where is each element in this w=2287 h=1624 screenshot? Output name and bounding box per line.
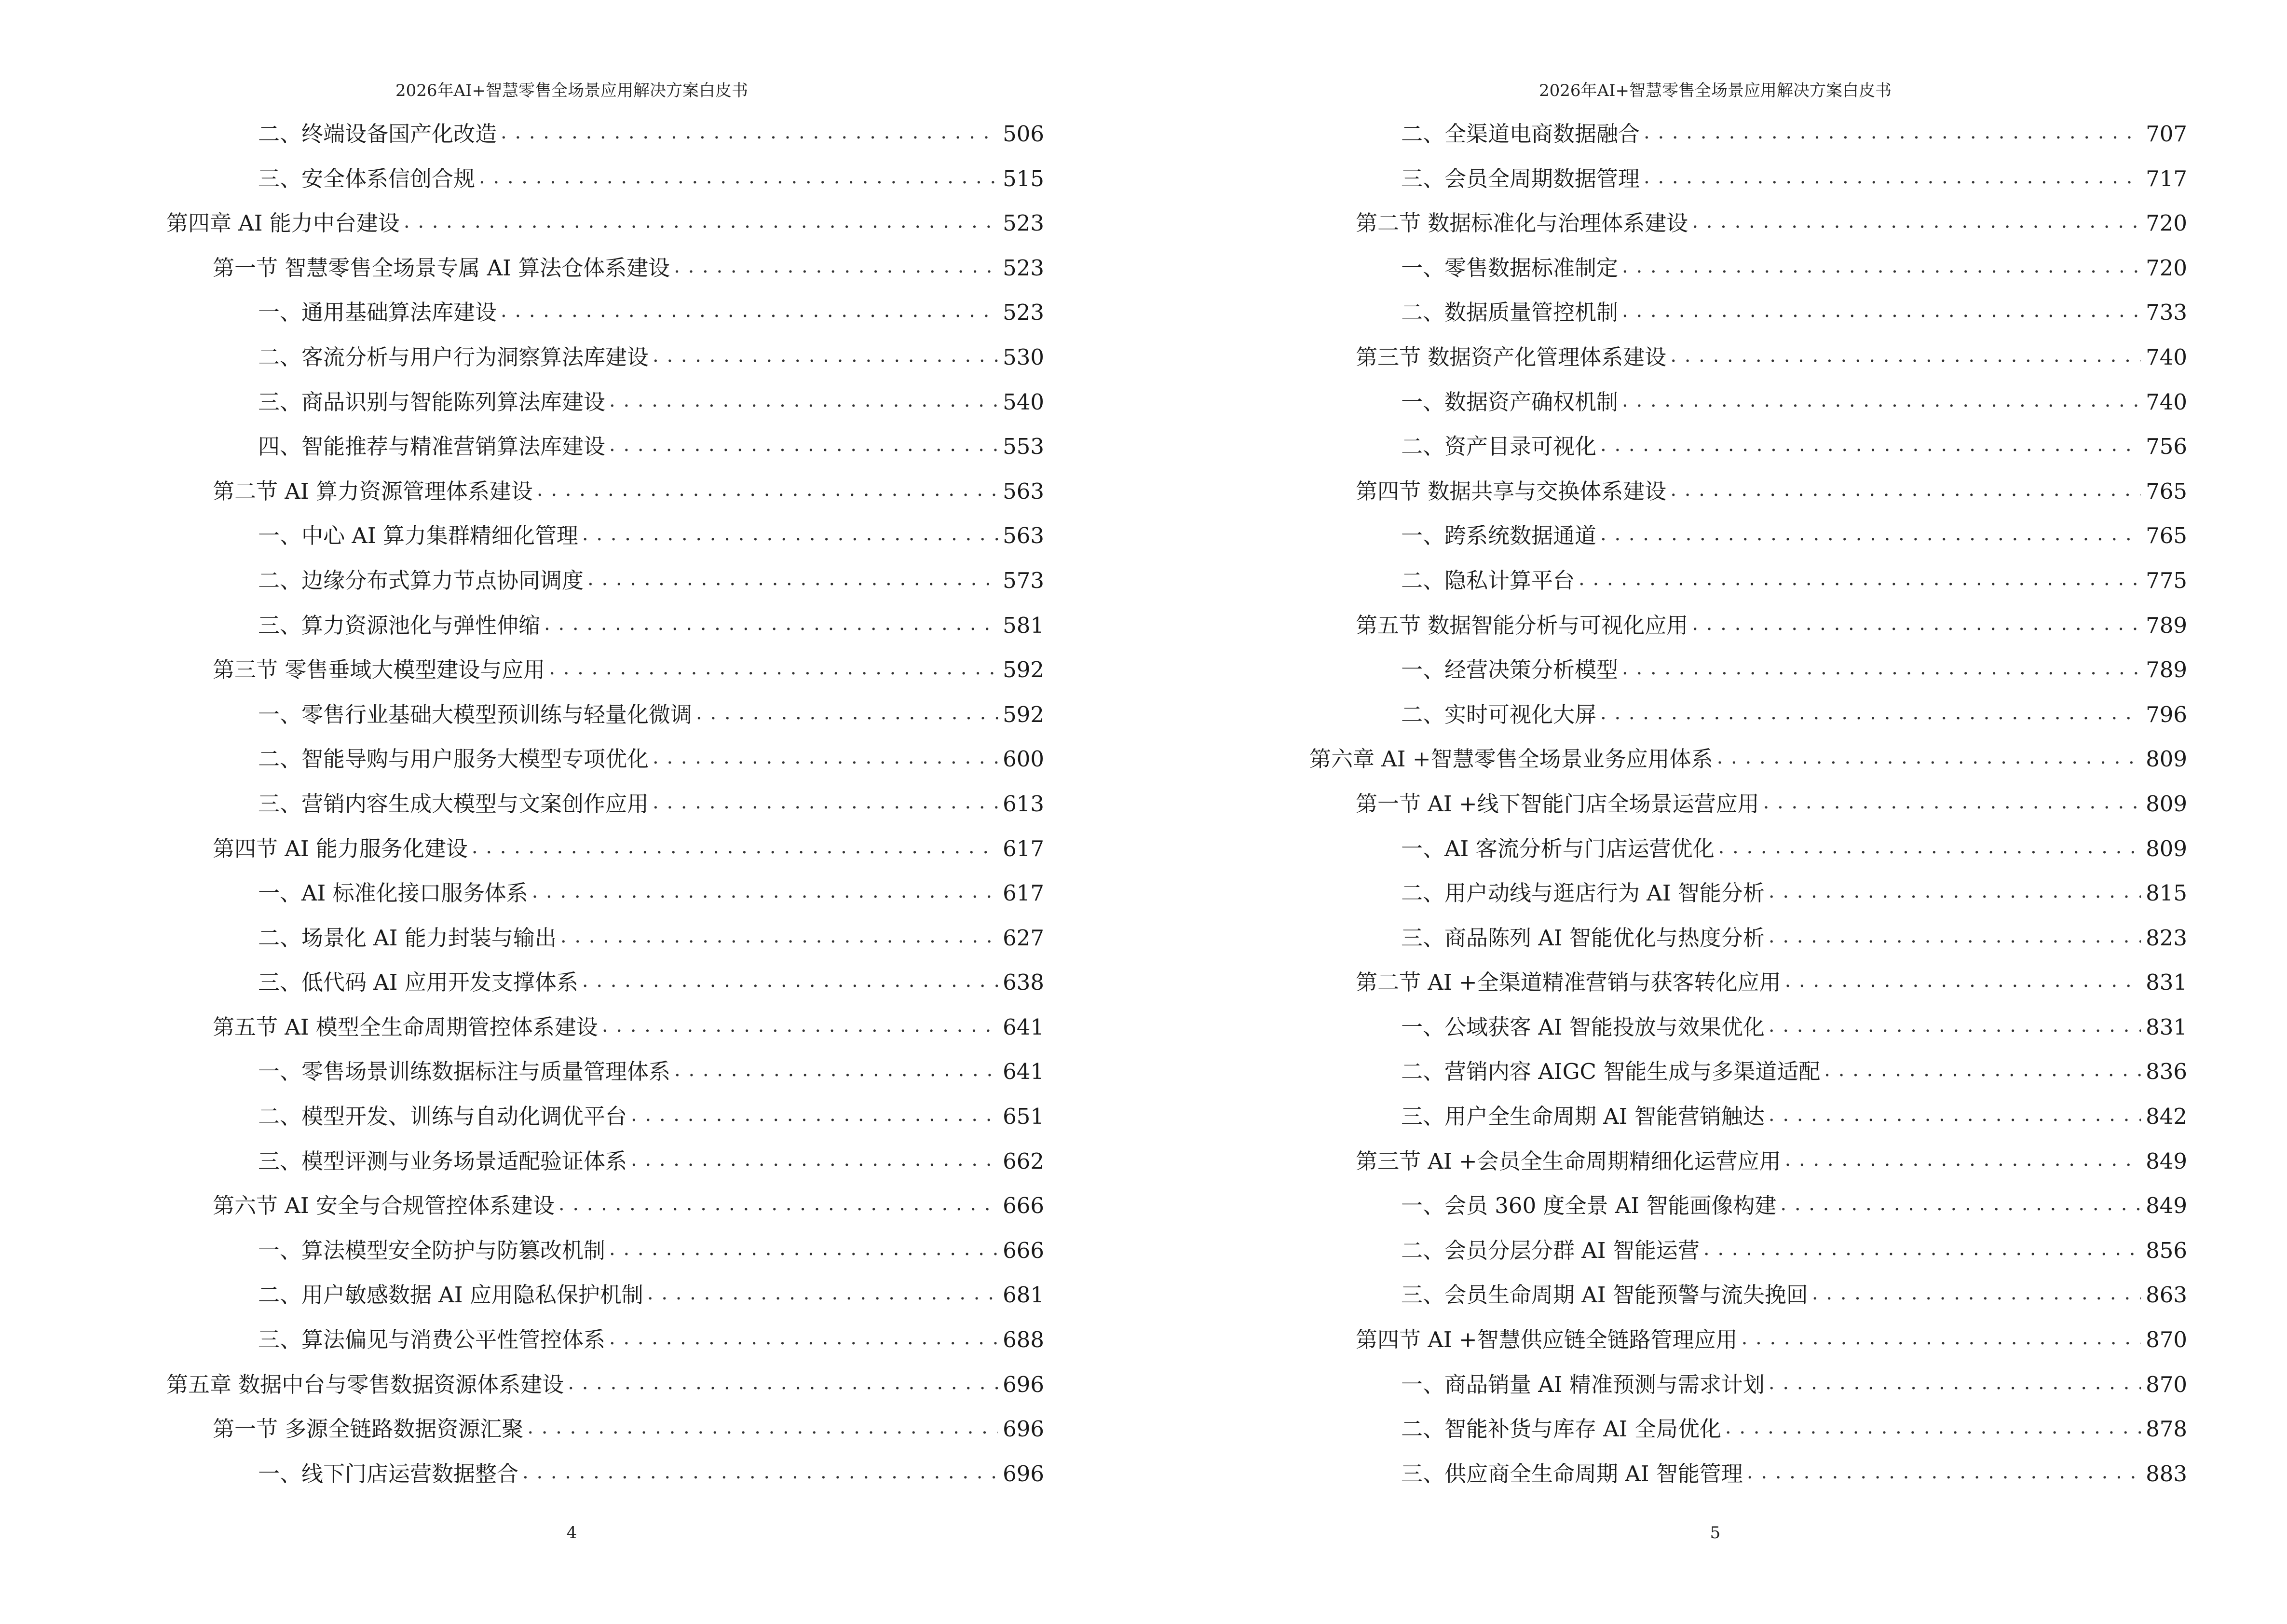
toc-entry-page: 592 [1003,657,1044,683]
toc-item[interactable] [166,916,1044,961]
toc-entry-page: 823 [2146,925,2187,951]
dot-leader [479,155,998,200]
toc-item[interactable] [1309,112,2187,157]
page-right [1144,0,2287,1624]
toc-entry-title: 三、会员全周期数据管理 [1401,165,1640,191]
toc-section[interactable] [166,246,1044,291]
toc-entry-page: 627 [1003,925,1044,951]
toc-entry-page: 809 [2146,746,2187,772]
toc-entry-title: 第四节 AI 能力服务化建设 [213,835,468,861]
toc-entry-title: 三、会员生命周期 AI 智能预警与流失挽回 [1401,1282,1808,1308]
toc-item[interactable] [166,782,1044,827]
table-of-contents [1309,112,2187,1496]
dot-leader [1622,378,2141,423]
toc-entry-title: 第六节 AI 安全与合规管控体系建设 [213,1193,555,1219]
dot-leader [609,378,998,423]
toc-chapter[interactable] [166,1363,1044,1407]
toc-entry-page: 765 [2146,478,2187,504]
toc-item[interactable] [1309,246,2187,291]
toc-entry-page: 831 [2146,969,2187,996]
toc-entry-page: 617 [1003,835,1044,861]
dot-leader [1812,1271,2141,1316]
toc-entry-page: 666 [1003,1237,1044,1263]
toc-entry-title: 四、智能推荐与精准营销算法库建设 [258,434,606,460]
toc-entry-title: 一、算法模型安全防护与防篡改机制 [258,1237,606,1263]
toc-entry-page: 883 [2146,1460,2187,1487]
toc-item[interactable] [166,603,1044,648]
toc-item[interactable] [1309,1228,2187,1273]
toc-entry-page: 831 [2146,1014,2187,1040]
toc-entry-title: 二、模型开发、训练与自动化调优平台 [258,1104,627,1130]
toc-section[interactable] [1309,469,2187,514]
dot-leader [404,199,998,244]
dot-leader [653,780,998,825]
toc-entry-title: 一、公域获客 AI 智能投放与效果优化 [1401,1014,1765,1040]
toc-entry-page: 720 [2146,210,2187,236]
dot-leader [1670,467,2141,512]
toc-chapter[interactable] [166,201,1044,246]
toc-item[interactable] [166,1318,1044,1363]
toc-item[interactable] [1309,514,2187,559]
toc-entry-title: 三、商品陈列 AI 智能优化与热度分析 [1401,925,1765,951]
toc-entry-title: 一、AI 客流分析与门店运营优化 [1401,835,1715,861]
toc-section[interactable] [1309,960,2187,1005]
toc-entry-page: 720 [2146,255,2187,281]
toc-entry-title: 二、资产目录可视化 [1401,434,1597,460]
dot-leader [568,1361,998,1406]
toc-item[interactable] [1309,559,2187,603]
toc-entry-page: 740 [2146,344,2187,370]
toc-item[interactable] [166,1139,1044,1184]
toc-entry-title: 三、商品识别与智能陈列算法库建设 [258,389,606,415]
toc-item[interactable] [1309,1094,2187,1139]
dot-leader [1718,825,2141,870]
toc-entry-title: 第一节 多源全链路数据资源汇聚 [213,1416,524,1442]
dot-leader [1622,646,2141,691]
toc-entry-title: 二、智能补货与库存 AI 全局优化 [1401,1416,1721,1442]
toc-entry-title: 第二节 数据标准化与治理体系建设 [1356,210,1688,236]
toc-entry-title: 一、AI 标准化接口服务体系 [258,880,528,906]
toc-item[interactable] [1309,1407,2187,1452]
toc-section[interactable] [1309,782,2187,827]
toc-entry-page: 836 [2146,1059,2187,1085]
toc-item[interactable] [166,335,1044,380]
dot-leader [609,423,998,467]
toc-entry-page: 870 [2146,1327,2187,1353]
toc-section[interactable] [166,827,1044,872]
toc-entry-title: 第一节 AI +线下智能门店全场景运营应用 [1356,791,1759,817]
dot-leader [472,825,998,870]
toc-entry-page: 530 [1003,344,1044,370]
toc-entry-page: 815 [2146,880,2187,906]
dot-leader [1579,557,2141,601]
dot-leader [602,1003,998,1048]
dot-leader [582,958,998,1003]
dot-leader [527,1405,998,1450]
toc-entry-page: 553 [1003,434,1044,460]
toc-entry-title: 一、中心 AI 算力集群精细化管理 [258,523,578,549]
toc-entry-page: 775 [2146,567,2187,593]
dot-leader [532,869,998,914]
toc-entry-title: 第四节 数据共享与交换体系建设 [1356,478,1667,504]
toc-entry-page: 849 [2146,1193,2187,1219]
dot-leader [609,1316,998,1361]
dot-leader [1670,333,2141,378]
toc-entry-title: 一、经营决策分析模型 [1401,657,1619,683]
dot-leader [653,735,998,780]
toc-entry-page: 523 [1003,255,1044,281]
toc-item[interactable] [1309,157,2187,202]
dot-leader [631,1137,998,1182]
toc-entry-title: 二、全渠道电商数据融合 [1401,121,1640,147]
toc-section[interactable] [166,1005,1044,1050]
toc-entry-title: 第一节 智慧零售全场景专属 AI 算法仓体系建设 [213,255,670,281]
toc-entry-page: 515 [1003,165,1044,191]
toc-section[interactable] [1309,603,2187,648]
toc-entry-title: 三、供应商全生命周期 AI 智能管理 [1401,1460,1743,1487]
toc-entry-title: 一、线下门店运营数据整合 [258,1460,519,1487]
toc-entry-title: 第三节 零售垂域大模型建设与应用 [213,657,545,683]
toc-entry-title: 三、营销内容生成大模型与文案创作应用 [258,791,649,817]
toc-entry-title: 二、客流分析与用户行为洞察算法库建设 [258,344,649,370]
toc-entry-title: 一、通用基础算法库建设 [258,300,497,326]
dot-leader [1600,512,2141,557]
dot-leader [1600,691,2141,736]
toc-item[interactable] [1309,380,2187,425]
toc-entry-page: 849 [2146,1148,2187,1174]
toc-entry-title: 二、终端设备国产化改造 [258,121,497,147]
toc-item[interactable] [1309,1273,2187,1318]
toc-entry-page: 696 [1003,1460,1044,1487]
dot-leader [1785,1137,2141,1182]
toc-item[interactable] [166,157,1044,202]
toc-entry-page: 809 [2146,835,2187,861]
toc-entry-title: 第六章 AI +智慧零售全场景业务应用体系 [1309,746,1713,772]
dot-leader [1644,110,2141,155]
toc-entry-title: 二、实时可视化大屏 [1401,701,1597,727]
toc-item[interactable] [166,514,1044,559]
toc-entry-title: 二、营销内容 AIGC 智能生成与多渠道适配 [1401,1059,1821,1085]
dot-leader [1725,1405,2141,1450]
toc-entry-title: 一、数据资产确权机制 [1401,389,1619,415]
toc-entry-title: 第二节 AI 算力资源管理体系建设 [213,478,533,504]
toc-section[interactable] [166,469,1044,514]
dot-leader [1769,869,2141,914]
toc-item[interactable] [1309,916,2187,961]
dot-leader [674,244,998,289]
dot-leader [522,1450,998,1495]
toc-section[interactable] [1309,1318,2187,1363]
toc-entry-title: 一、零售场景训练数据标注与质量管理体系 [258,1059,671,1085]
toc-entry-title: 一、零售数据标准制定 [1401,255,1619,281]
dot-leader [501,288,998,333]
dot-leader [1769,1003,2141,1048]
toc-entry-page: 617 [1003,880,1044,906]
toc-entry-page: 638 [1003,969,1044,996]
dot-leader [1785,958,2141,1003]
toc-entry-title: 第二节 AI +全渠道精准营销与获客转化应用 [1356,969,1781,996]
toc-entry-title: 一、跨系统数据通道 [1401,523,1597,549]
toc-entry-page: 756 [2146,434,2187,460]
running-header: 2026年AI+智慧零售全场景应用解决方案白皮书 [395,81,748,100]
dot-leader [631,1092,998,1137]
toc-entry-title: 三、算法偏见与消费公平性管控体系 [258,1327,606,1353]
toc-entry-page: 563 [1003,523,1044,549]
toc-entry-page: 765 [2146,523,2187,549]
toc-entry-page: 796 [2146,701,2187,727]
dot-leader [501,110,998,155]
dot-leader [1769,914,2141,959]
toc-entry-page: 641 [1003,1059,1044,1085]
toc-item[interactable] [1309,1050,2187,1094]
dot-leader [558,1182,998,1227]
toc-entry-page: 696 [1003,1416,1044,1442]
dot-leader [587,557,998,601]
toc-entry-page: 789 [2146,657,2187,683]
toc-entry-page: 707 [2146,121,2187,147]
dot-leader [537,467,998,512]
toc-entry-page: 681 [1003,1282,1044,1308]
dot-leader [582,512,998,557]
table-of-contents [166,112,1044,1496]
dot-leader [1742,1316,2141,1361]
toc-item[interactable] [166,1273,1044,1318]
toc-entry-page: 717 [2146,165,2187,191]
dot-leader [1824,1048,2141,1092]
toc-entry-page: 540 [1003,389,1044,415]
toc-item[interactable] [166,737,1044,782]
toc-entry-page: 592 [1003,701,1044,727]
toc-entry-page: 523 [1003,210,1044,236]
dot-leader [1763,780,2141,825]
toc-entry-title: 一、零售行业基础大模型预训练与轻量化微调 [258,701,693,727]
toc-item[interactable] [166,1050,1044,1094]
toc-entry-title: 二、边缘分布式算力节点协同调度 [258,567,584,593]
dot-leader [560,914,998,959]
toc-item[interactable] [166,1228,1044,1273]
toc-item[interactable] [166,112,1044,157]
toc-item[interactable] [166,1094,1044,1139]
toc-entry-page: 613 [1003,791,1044,817]
dot-leader [1769,1361,2141,1406]
toc-entry-title: 二、场景化 AI 能力封装与输出 [258,925,557,951]
toc-entry-title: 第五节 数据智能分析与可视化应用 [1356,612,1688,638]
dot-leader [1622,244,2141,289]
toc-entry-title: 第三节 数据资产化管理体系建设 [1356,344,1667,370]
toc-section[interactable] [1309,1139,2187,1184]
toc-entry-page: 856 [2146,1237,2187,1263]
toc-entry-title: 二、用户动线与逛店行为 AI 智能分析 [1401,880,1765,906]
toc-item[interactable] [1309,1452,2187,1497]
dot-leader [1717,735,2141,780]
page-number: 4 [566,1523,577,1542]
toc-chapter[interactable] [1309,737,2187,782]
toc-section[interactable] [1309,335,2187,380]
toc-entry-page: 809 [2146,791,2187,817]
toc-entry-page: 842 [2146,1104,2187,1130]
toc-entry-title: 三、低代码 AI 应用开发支撑体系 [258,969,578,996]
toc-entry-title: 三、模型评测与业务场景适配验证体系 [258,1148,627,1174]
dot-leader [1780,1182,2141,1227]
toc-entry-page: 789 [2146,612,2187,638]
toc-entry-title: 第五章 数据中台与零售数据资源体系建设 [166,1371,564,1397]
toc-item[interactable] [166,424,1044,469]
toc-entry-page: 581 [1003,612,1044,638]
toc-item[interactable] [166,960,1044,1005]
running-header: 2026年AI+智慧零售全场景应用解决方案白皮书 [1539,81,1892,100]
dot-leader [1769,1092,2141,1137]
toc-item[interactable] [1309,827,2187,872]
toc-section[interactable] [1309,201,2187,246]
toc-entry-page: 733 [2146,300,2187,326]
dot-leader [1622,288,2141,333]
toc-section[interactable] [166,1184,1044,1228]
toc-entry-page: 863 [2146,1282,2187,1308]
toc-entry-title: 一、商品销量 AI 精准预测与需求计划 [1401,1371,1765,1397]
toc-item[interactable] [166,559,1044,603]
dot-leader [1747,1450,2141,1495]
toc-entry-page: 740 [2146,389,2187,415]
toc-entry-title: 三、安全体系信创合规 [258,165,476,191]
dot-leader [1600,423,2141,467]
toc-entry-page: 563 [1003,478,1044,504]
toc-entry-title: 二、会员分层分群 AI 智能运营 [1401,1237,1700,1263]
dot-leader [696,691,998,736]
toc-section[interactable] [166,648,1044,693]
toc-entry-page: 878 [2146,1416,2187,1442]
dot-leader [1692,199,2141,244]
toc-item[interactable] [1309,871,2187,916]
toc-entry-page: 688 [1003,1327,1044,1353]
toc-entry-title: 第五节 AI 模型全生命周期管控体系建设 [213,1014,598,1040]
toc-item[interactable] [1309,1184,2187,1228]
toc-entry-title: 第四章 AI 能力中台建设 [166,210,400,236]
toc-item[interactable] [166,693,1044,737]
toc-entry-title: 二、隐私计算平台 [1401,567,1575,593]
toc-item[interactable] [166,1452,1044,1497]
toc-entry-title: 二、用户敏感数据 AI 应用隐私保护机制 [258,1282,643,1308]
toc-entry-page: 651 [1003,1104,1044,1130]
page-number: 5 [1710,1523,1721,1542]
toc-entry-title: 三、算力资源池化与弹性伸缩 [258,612,541,638]
dot-leader [647,1271,998,1316]
toc-item[interactable] [1309,1363,2187,1407]
toc-entry-title: 一、会员 360 度全景 AI 智能画像构建 [1401,1193,1777,1219]
toc-entry-page: 573 [1003,567,1044,593]
toc-item[interactable] [166,290,1044,335]
toc-item[interactable] [166,380,1044,425]
dot-leader [1644,155,2141,200]
toc-item[interactable] [1309,693,2187,737]
toc-entry-title: 二、智能导购与用户服务大模型专项优化 [258,746,649,772]
toc-entry-title: 二、数据质量管控机制 [1401,300,1619,326]
dot-leader [1692,601,2141,646]
toc-entry-title: 第四节 AI +智慧供应链全链路管理应用 [1356,1327,1738,1353]
toc-item[interactable] [1309,648,2187,693]
toc-entry-page: 506 [1003,121,1044,147]
toc-entry-page: 666 [1003,1193,1044,1219]
toc-item[interactable] [1309,1005,2187,1050]
dot-leader [549,646,998,691]
toc-entry-page: 662 [1003,1148,1044,1174]
toc-entry-page: 870 [2146,1371,2187,1397]
toc-item[interactable] [1309,290,2187,335]
dot-leader [544,601,998,646]
dot-leader [609,1227,998,1271]
toc-section[interactable] [166,1407,1044,1452]
dot-leader [674,1048,998,1092]
toc-entry-page: 696 [1003,1371,1044,1397]
toc-item[interactable] [1309,424,2187,469]
toc-item[interactable] [166,871,1044,916]
toc-entry-page: 641 [1003,1014,1044,1040]
toc-entry-page: 600 [1003,746,1044,772]
dot-leader [1703,1227,2141,1271]
dot-leader [653,333,998,378]
toc-entry-page: 523 [1003,300,1044,326]
toc-entry-title: 三、用户全生命周期 AI 智能营销触达 [1401,1104,1765,1130]
toc-entry-title: 第三节 AI +会员全生命周期精细化运营应用 [1356,1148,1781,1174]
